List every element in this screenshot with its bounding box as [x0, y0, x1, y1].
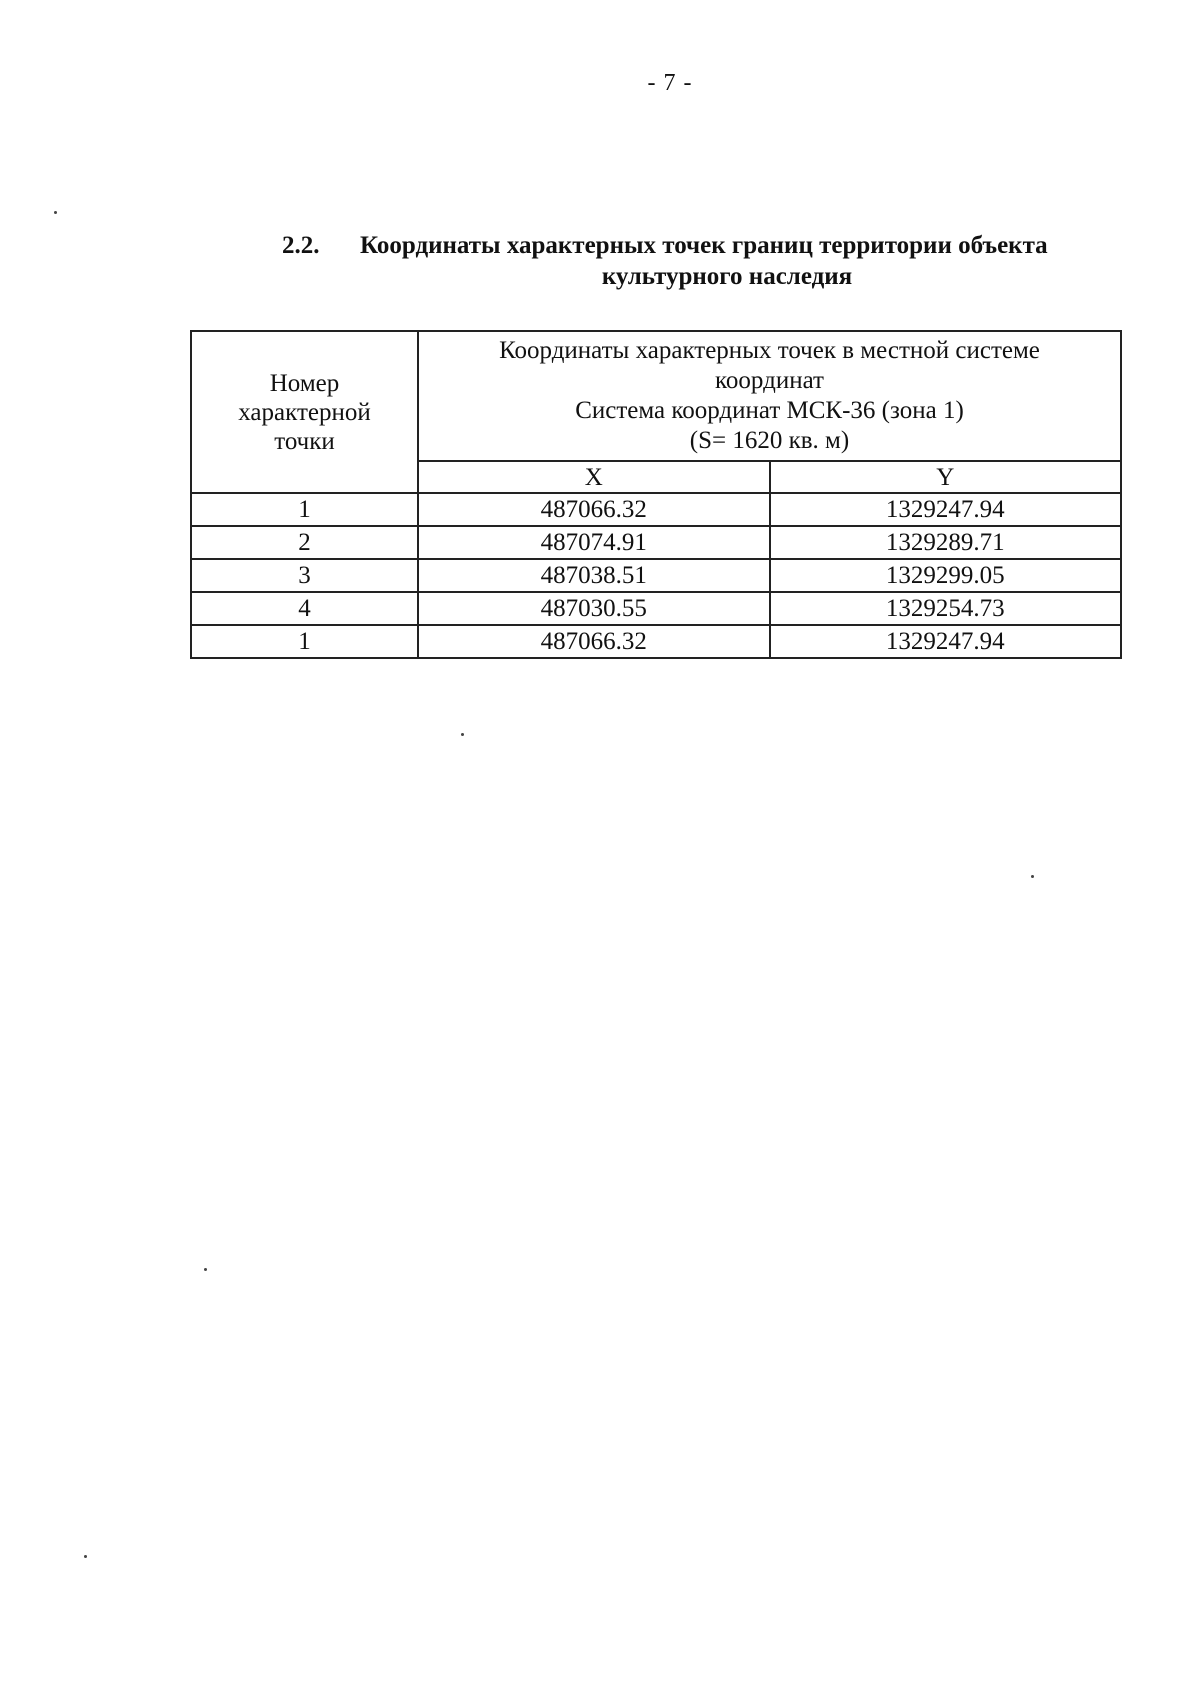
x-coordinate-cell: 487066.32 — [418, 625, 770, 658]
scan-speck — [1031, 875, 1034, 878]
point-header-line: Номер — [269, 369, 340, 397]
scan-speck — [461, 733, 464, 736]
coordinate-system-header — [418, 331, 1121, 461]
page-number: - 7 - — [647, 70, 693, 96]
coord-header-line: (S= 1620 кв. м) — [689, 427, 850, 454]
y-coordinate-cell: 1329247.94 — [770, 625, 1122, 658]
table-row — [191, 592, 1121, 625]
x-coordinate-cell: 487066.32 — [418, 493, 770, 526]
scan-speck — [204, 1268, 207, 1271]
y-coordinate-cell: 1329289.71 — [770, 526, 1122, 559]
heading-line-2: культурного наследия — [601, 263, 853, 290]
coord-header-line: Система координат МСК-36 (зона 1) — [575, 397, 964, 424]
scan-speck — [84, 1555, 87, 1558]
point-number-cell: 1 — [191, 493, 418, 526]
table-row — [191, 559, 1121, 592]
x-column-header: X — [418, 461, 770, 493]
table-row — [191, 625, 1121, 658]
section-heading — [282, 230, 1142, 292]
scan-speck — [54, 211, 57, 214]
table-row — [191, 526, 1121, 559]
table-header-row — [191, 331, 1121, 461]
point-number-cell: 3 — [191, 559, 418, 592]
heading-line-1 — [282, 230, 1142, 261]
x-coordinate-cell: 487030.55 — [418, 592, 770, 625]
x-coordinate-cell: 487038.51 — [418, 559, 770, 592]
heading-title: Координаты характерных точек границ территории объекта — [360, 232, 1048, 259]
y-coordinate-cell: 1329247.94 — [770, 493, 1122, 526]
coord-header-line: Координаты характерных точек в местной системе — [499, 337, 1040, 364]
coord-header-line: координат — [715, 367, 824, 394]
table-row — [191, 493, 1121, 526]
point-header-line: точки — [274, 427, 335, 455]
x-coordinate-cell: 487074.91 — [418, 526, 770, 559]
point-number-cell: 2 — [191, 526, 418, 559]
y-coordinate-cell: 1329254.73 — [770, 592, 1122, 625]
point-number-header — [191, 331, 418, 493]
point-number-cell: 4 — [191, 592, 418, 625]
point-number-cell: 1 — [191, 625, 418, 658]
coordinates-table — [190, 330, 1122, 659]
section-number: 2.2. — [282, 232, 320, 259]
y-coordinate-cell: 1329299.05 — [770, 559, 1122, 592]
y-column-header: Y — [770, 461, 1122, 493]
point-header-line: характерной — [238, 398, 371, 426]
